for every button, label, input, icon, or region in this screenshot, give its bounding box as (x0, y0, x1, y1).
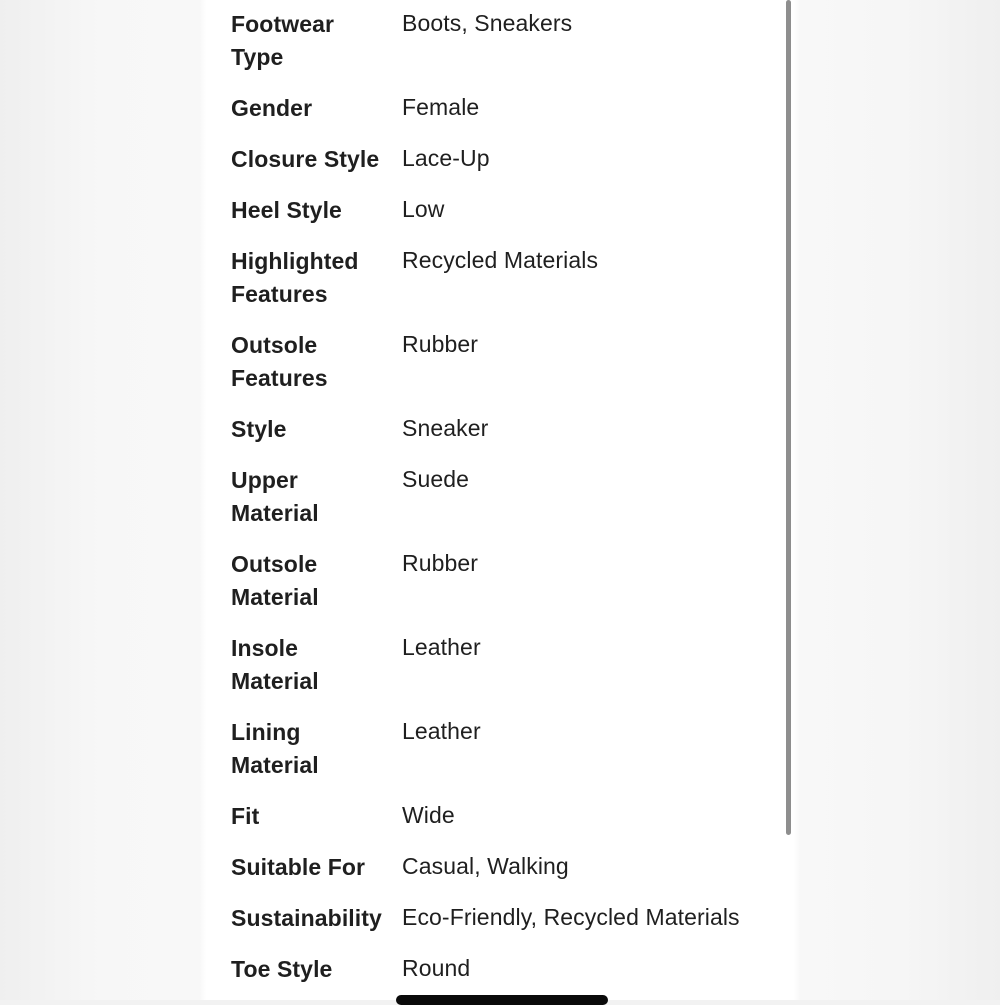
spec-value: Rubber (402, 550, 479, 576)
spec-row-sustainability (231, 902, 771, 953)
spec-row-fit (231, 800, 771, 851)
spec-row-outsole-material (231, 548, 771, 632)
spec-value: Boots, Sneakers (402, 10, 573, 36)
spec-row-upper-material (231, 464, 771, 548)
spec-value: Lace-Up (402, 145, 490, 171)
specs-table (231, 8, 771, 1000)
spec-value: Leather (402, 718, 481, 744)
spec-value: Casual, Walking (402, 853, 569, 879)
spec-row-footwear-type (231, 8, 771, 92)
spec-value: Eco-Friendly, Recycled Materials (402, 904, 740, 930)
spec-label: Outsole Features (231, 332, 328, 391)
spec-label: Closure Style (231, 146, 380, 172)
spec-value: Recycled Materials (402, 247, 599, 273)
product-details-panel[interactable] (206, 0, 794, 1000)
spec-value: Leather (402, 634, 481, 660)
spec-row-insole-material (231, 632, 771, 716)
spec-label: Sustainability (231, 905, 382, 931)
spec-row-lining-material (231, 716, 771, 800)
spec-row-suitable-for (231, 851, 771, 902)
spec-label: Highlighted Features (231, 248, 359, 307)
spec-label: Fit (231, 803, 260, 829)
spec-label: Gender (231, 95, 313, 121)
spec-row-outsole-features (231, 329, 771, 413)
spec-value: Rubber (402, 331, 479, 357)
spec-row-closure-style (231, 143, 771, 194)
spec-value: Sneaker (402, 415, 489, 441)
spec-value: Low (402, 196, 445, 222)
spec-row-gender (231, 92, 771, 143)
spec-value: Suede (402, 466, 470, 492)
spec-row-toe-style (231, 953, 771, 1000)
spec-label: Upper Material (231, 467, 319, 526)
spec-value: Female (402, 94, 480, 120)
vertical-scrollbar[interactable] (786, 0, 791, 835)
spec-row-heel-style (231, 194, 771, 245)
spec-label: Toe Style (231, 956, 333, 982)
spec-row-highlighted-features (231, 245, 771, 329)
spec-label: Heel Style (231, 197, 342, 223)
spec-label: Footwear Type (231, 11, 335, 70)
spec-label: Style (231, 416, 287, 442)
spec-row-style (231, 413, 771, 464)
home-indicator[interactable] (396, 995, 608, 1005)
spec-value: Wide (402, 802, 455, 828)
spec-label: Suitable For (231, 854, 366, 880)
spec-label: Insole Material (231, 635, 319, 694)
spec-label: Lining Material (231, 719, 319, 778)
spec-value: Round (402, 955, 471, 981)
spec-label: Outsole Material (231, 551, 319, 610)
